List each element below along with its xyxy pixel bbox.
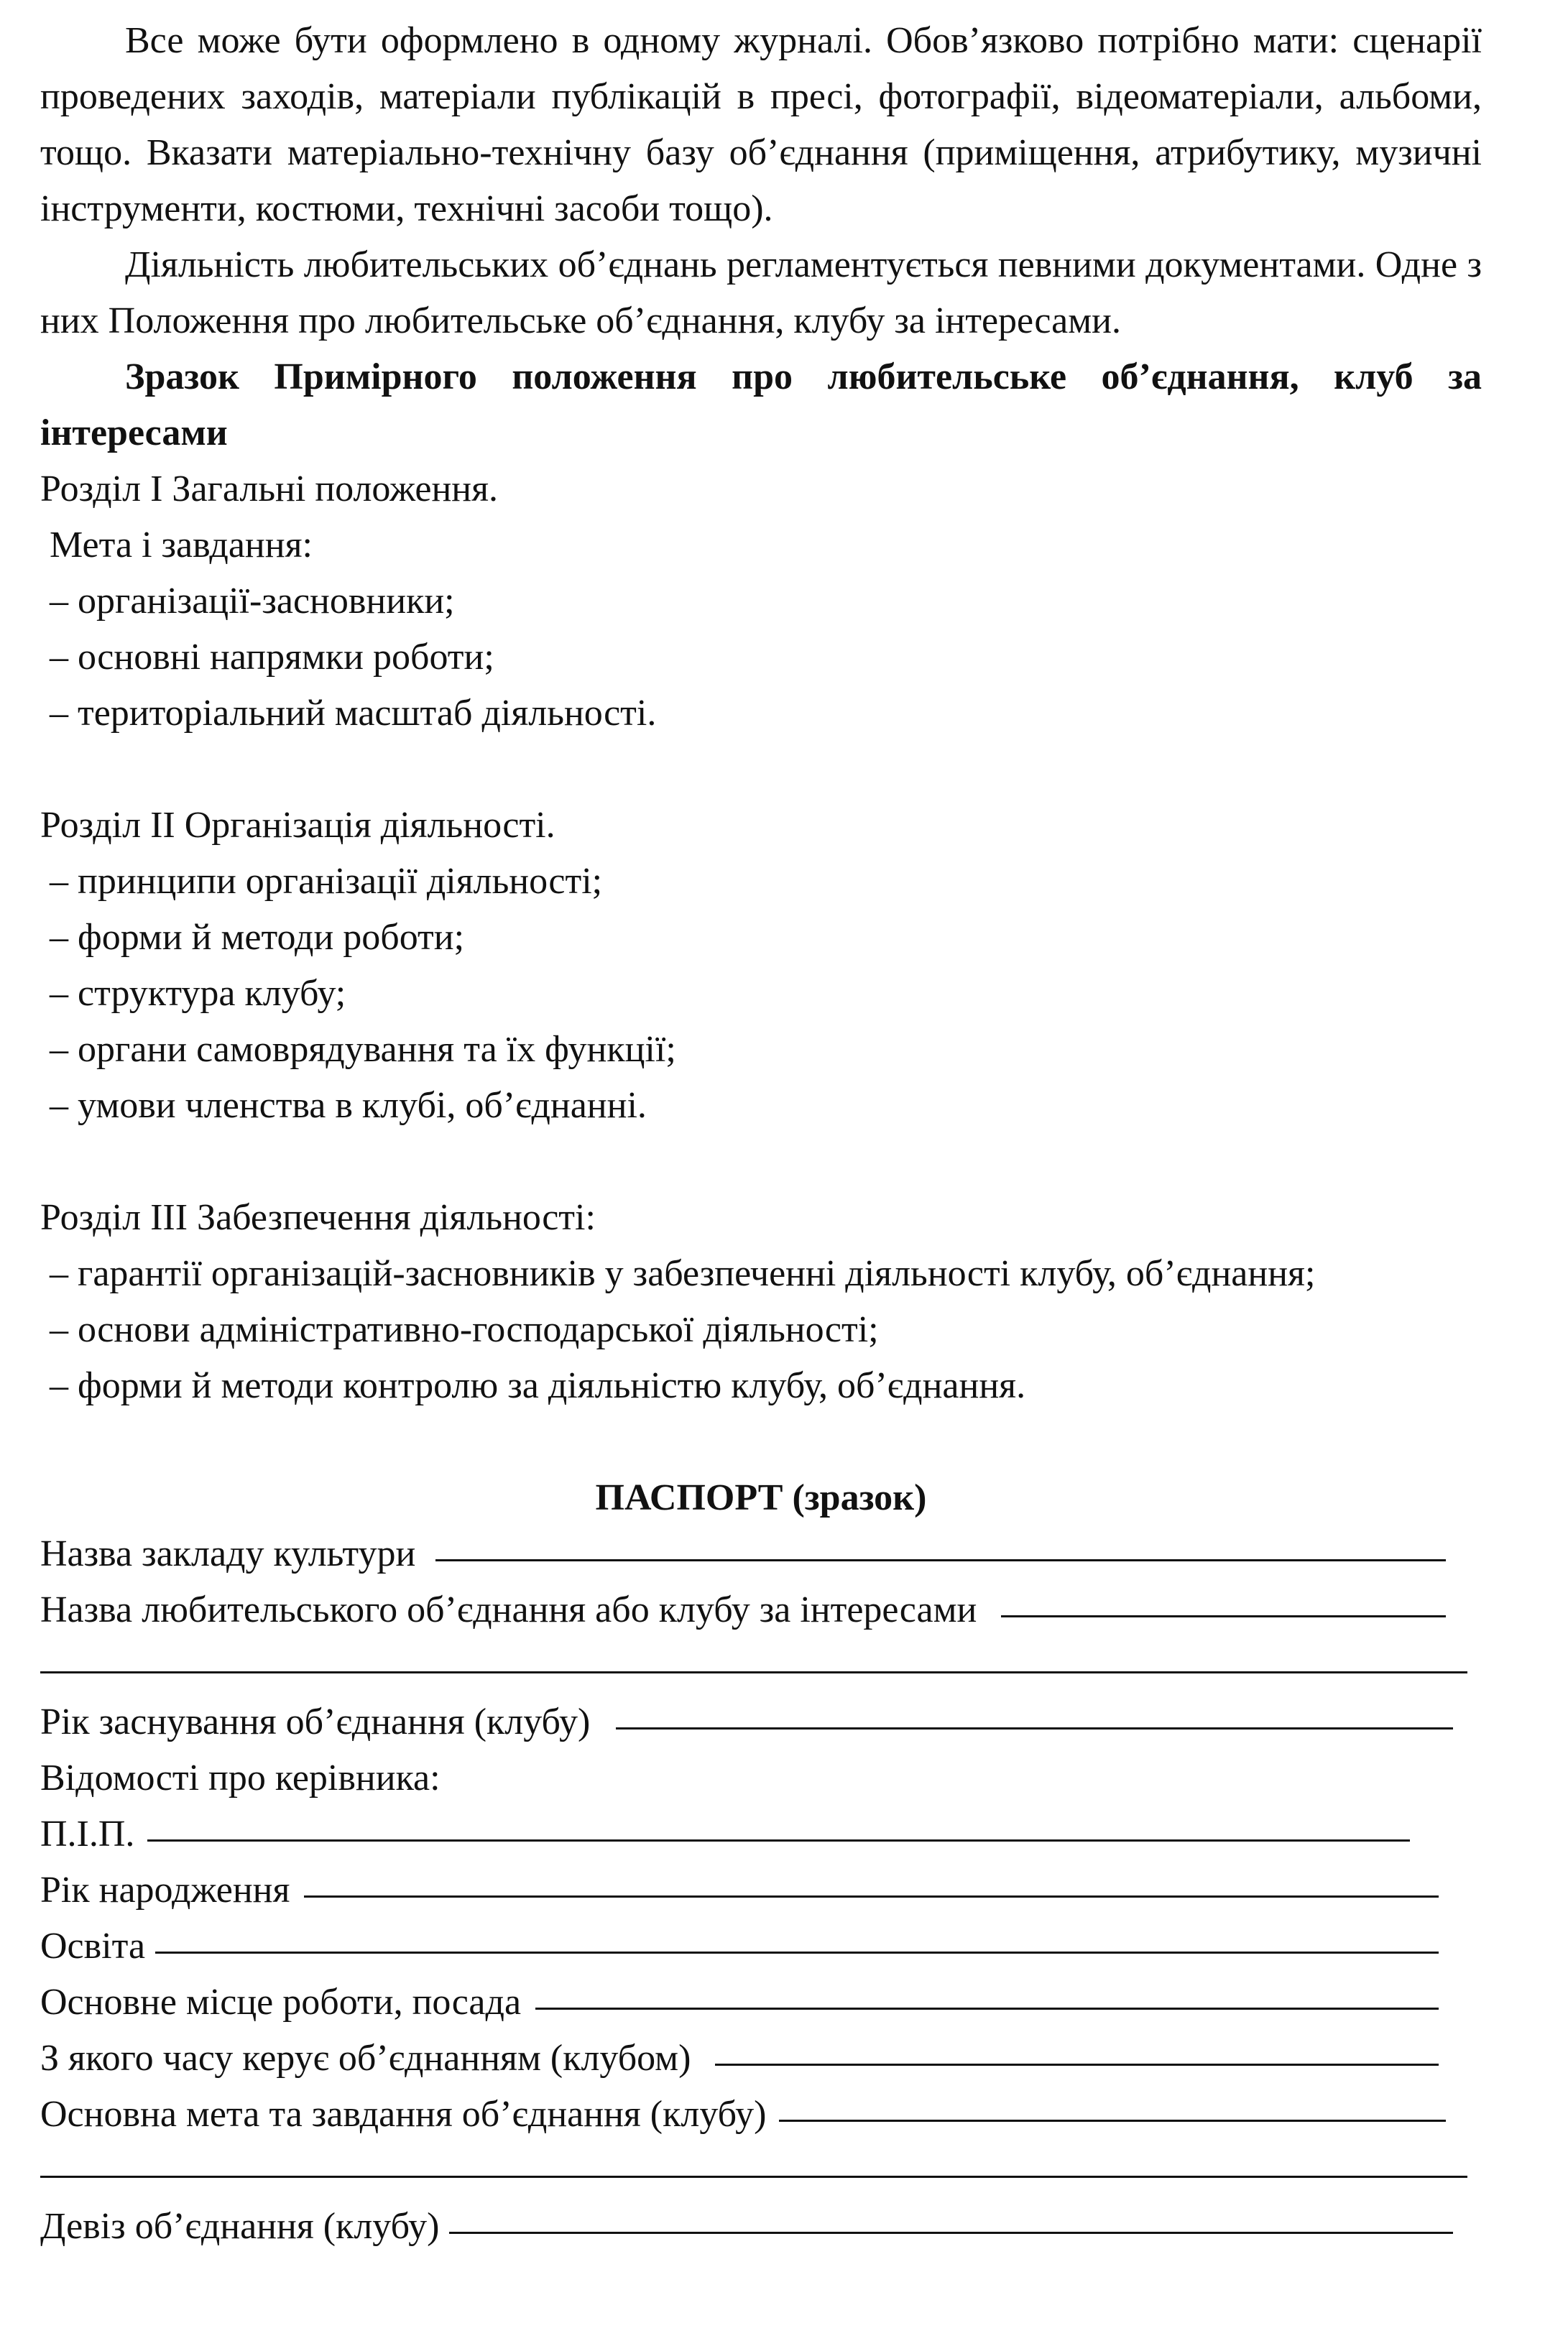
institution-name-blank[interactable] [435, 1522, 1446, 1561]
paragraph-regulation-documents: Діяльність любительських об’єднань регламентується певними документами. Одне з них Положення про любительське об’єднання, клубу за інтересами. [40, 244, 1482, 341]
blank-line [40, 1414, 1482, 1470]
section-2-item: – форми й методи роботи; [40, 917, 465, 958]
education-label: Освіта [40, 1926, 146, 1967]
section-1-title: Розділ І Загальні положення. [40, 468, 499, 509]
birth-year-blank[interactable] [304, 1858, 1439, 1898]
full-name-label: П.І.П. [40, 1814, 135, 1855]
paragraph-journal-requirements: Все може бути оформлено в одному журналі. Обов’язково потрібно мати: сценарії проведених заходів, матеріали публікацій в пресі, фотографії, відеоматеріали, альбоми, тощо. Вказати матеріально-технічну базу об’єднання (приміщення, атрибутику, музичні інструменти, костюми, технічні засоби тощо). [40, 20, 1482, 229]
club-name-blank[interactable] [1001, 1578, 1446, 1617]
leading-since-blank[interactable] [715, 2026, 1439, 2066]
club-name-continuation-blank[interactable] [40, 1634, 1467, 1673]
club-name-continuation-field [40, 1638, 1482, 1694]
education-field [40, 1918, 1482, 1975]
section-1-item: – територіальний масштаб діяльності. [40, 693, 657, 734]
section-1-item: – організації-засновники; [40, 581, 455, 622]
section-2-item: – органи самоврядування та їх функції; [40, 1029, 676, 1070]
founded-year-label: Рік заснування об’єднання (клубу) [40, 1701, 591, 1742]
institution-name-field [40, 1526, 1482, 1582]
birth-year-field [40, 1862, 1482, 1918]
section-2-title: Розділ ІІ Організація діяльності. [40, 805, 555, 846]
section-3-item: – гарантії організацій-засновників у забезпеченні діяльності клубу, об’єднання; [40, 1253, 1316, 1294]
main-goal-continuation-field [40, 2143, 1482, 2199]
birth-year-label: Рік народження [40, 1870, 290, 1911]
workplace-field [40, 1975, 1482, 2031]
education-blank[interactable] [155, 1914, 1439, 1954]
founded-year-field [40, 1694, 1482, 1750]
full-name-field [40, 1806, 1482, 1862]
founded-year-blank[interactable] [616, 1690, 1453, 1730]
section-1 [40, 461, 1482, 742]
leader-info-label: Відомості про керівника: [40, 1758, 441, 1798]
section-3-item: – форми й методи контролю за діяльністю клубу, об’єднання. [40, 1365, 1026, 1406]
workplace-blank[interactable] [535, 1970, 1439, 2010]
main-goal-field [40, 2087, 1482, 2143]
section-3-title: Розділ ІІІ Забезпечення діяльності: [40, 1197, 596, 1238]
passport-title: ПАСПОРТ (зразок) [595, 1477, 927, 1518]
section-3-item: – основи адміністративно-господарської діяльності; [40, 1309, 879, 1350]
motto-field [40, 2199, 1482, 2255]
section-2-item: – структура клубу; [40, 973, 346, 1014]
blank-line [40, 742, 1482, 798]
club-name-field [40, 1582, 1482, 1638]
motto-label: Девіз об’єднання (клубу) [40, 2206, 440, 2247]
full-name-blank[interactable] [147, 1802, 1410, 1842]
document-page [40, 13, 1482, 2255]
main-goal-label: Основна мета та завдання об’єднання (клубу) [40, 2094, 767, 2135]
blank-line [40, 1134, 1482, 1190]
passport-form [40, 1470, 1482, 2255]
motto-blank[interactable] [449, 2194, 1453, 2234]
leading-since-field [40, 2031, 1482, 2087]
workplace-label: Основне місце роботи, посада [40, 1982, 522, 2023]
main-goal-blank[interactable] [779, 2082, 1446, 2122]
sample-regulation-heading: Зразок Примірного положення про любительське об’єднання, клуб за інтересами [40, 356, 1482, 453]
leading-since-label: З якого часу керує об’єднанням (клубом) [40, 2038, 691, 2079]
section-1-item: Мета і завдання: [40, 525, 313, 565]
club-name-label: Назва любительського об’єднання або клубу за інтересами [40, 1589, 977, 1630]
section-2 [40, 798, 1482, 1134]
section-1-item: – основні напрямки роботи; [40, 637, 494, 678]
section-2-item: – принципи організації діяльності; [40, 861, 603, 902]
institution-name-label: Назва закладу культури [40, 1533, 416, 1574]
section-3 [40, 1190, 1482, 1414]
main-goal-continuation-blank[interactable] [40, 2138, 1467, 2178]
section-2-item: – умови членства в клубі, об’єднанні. [40, 1085, 647, 1126]
